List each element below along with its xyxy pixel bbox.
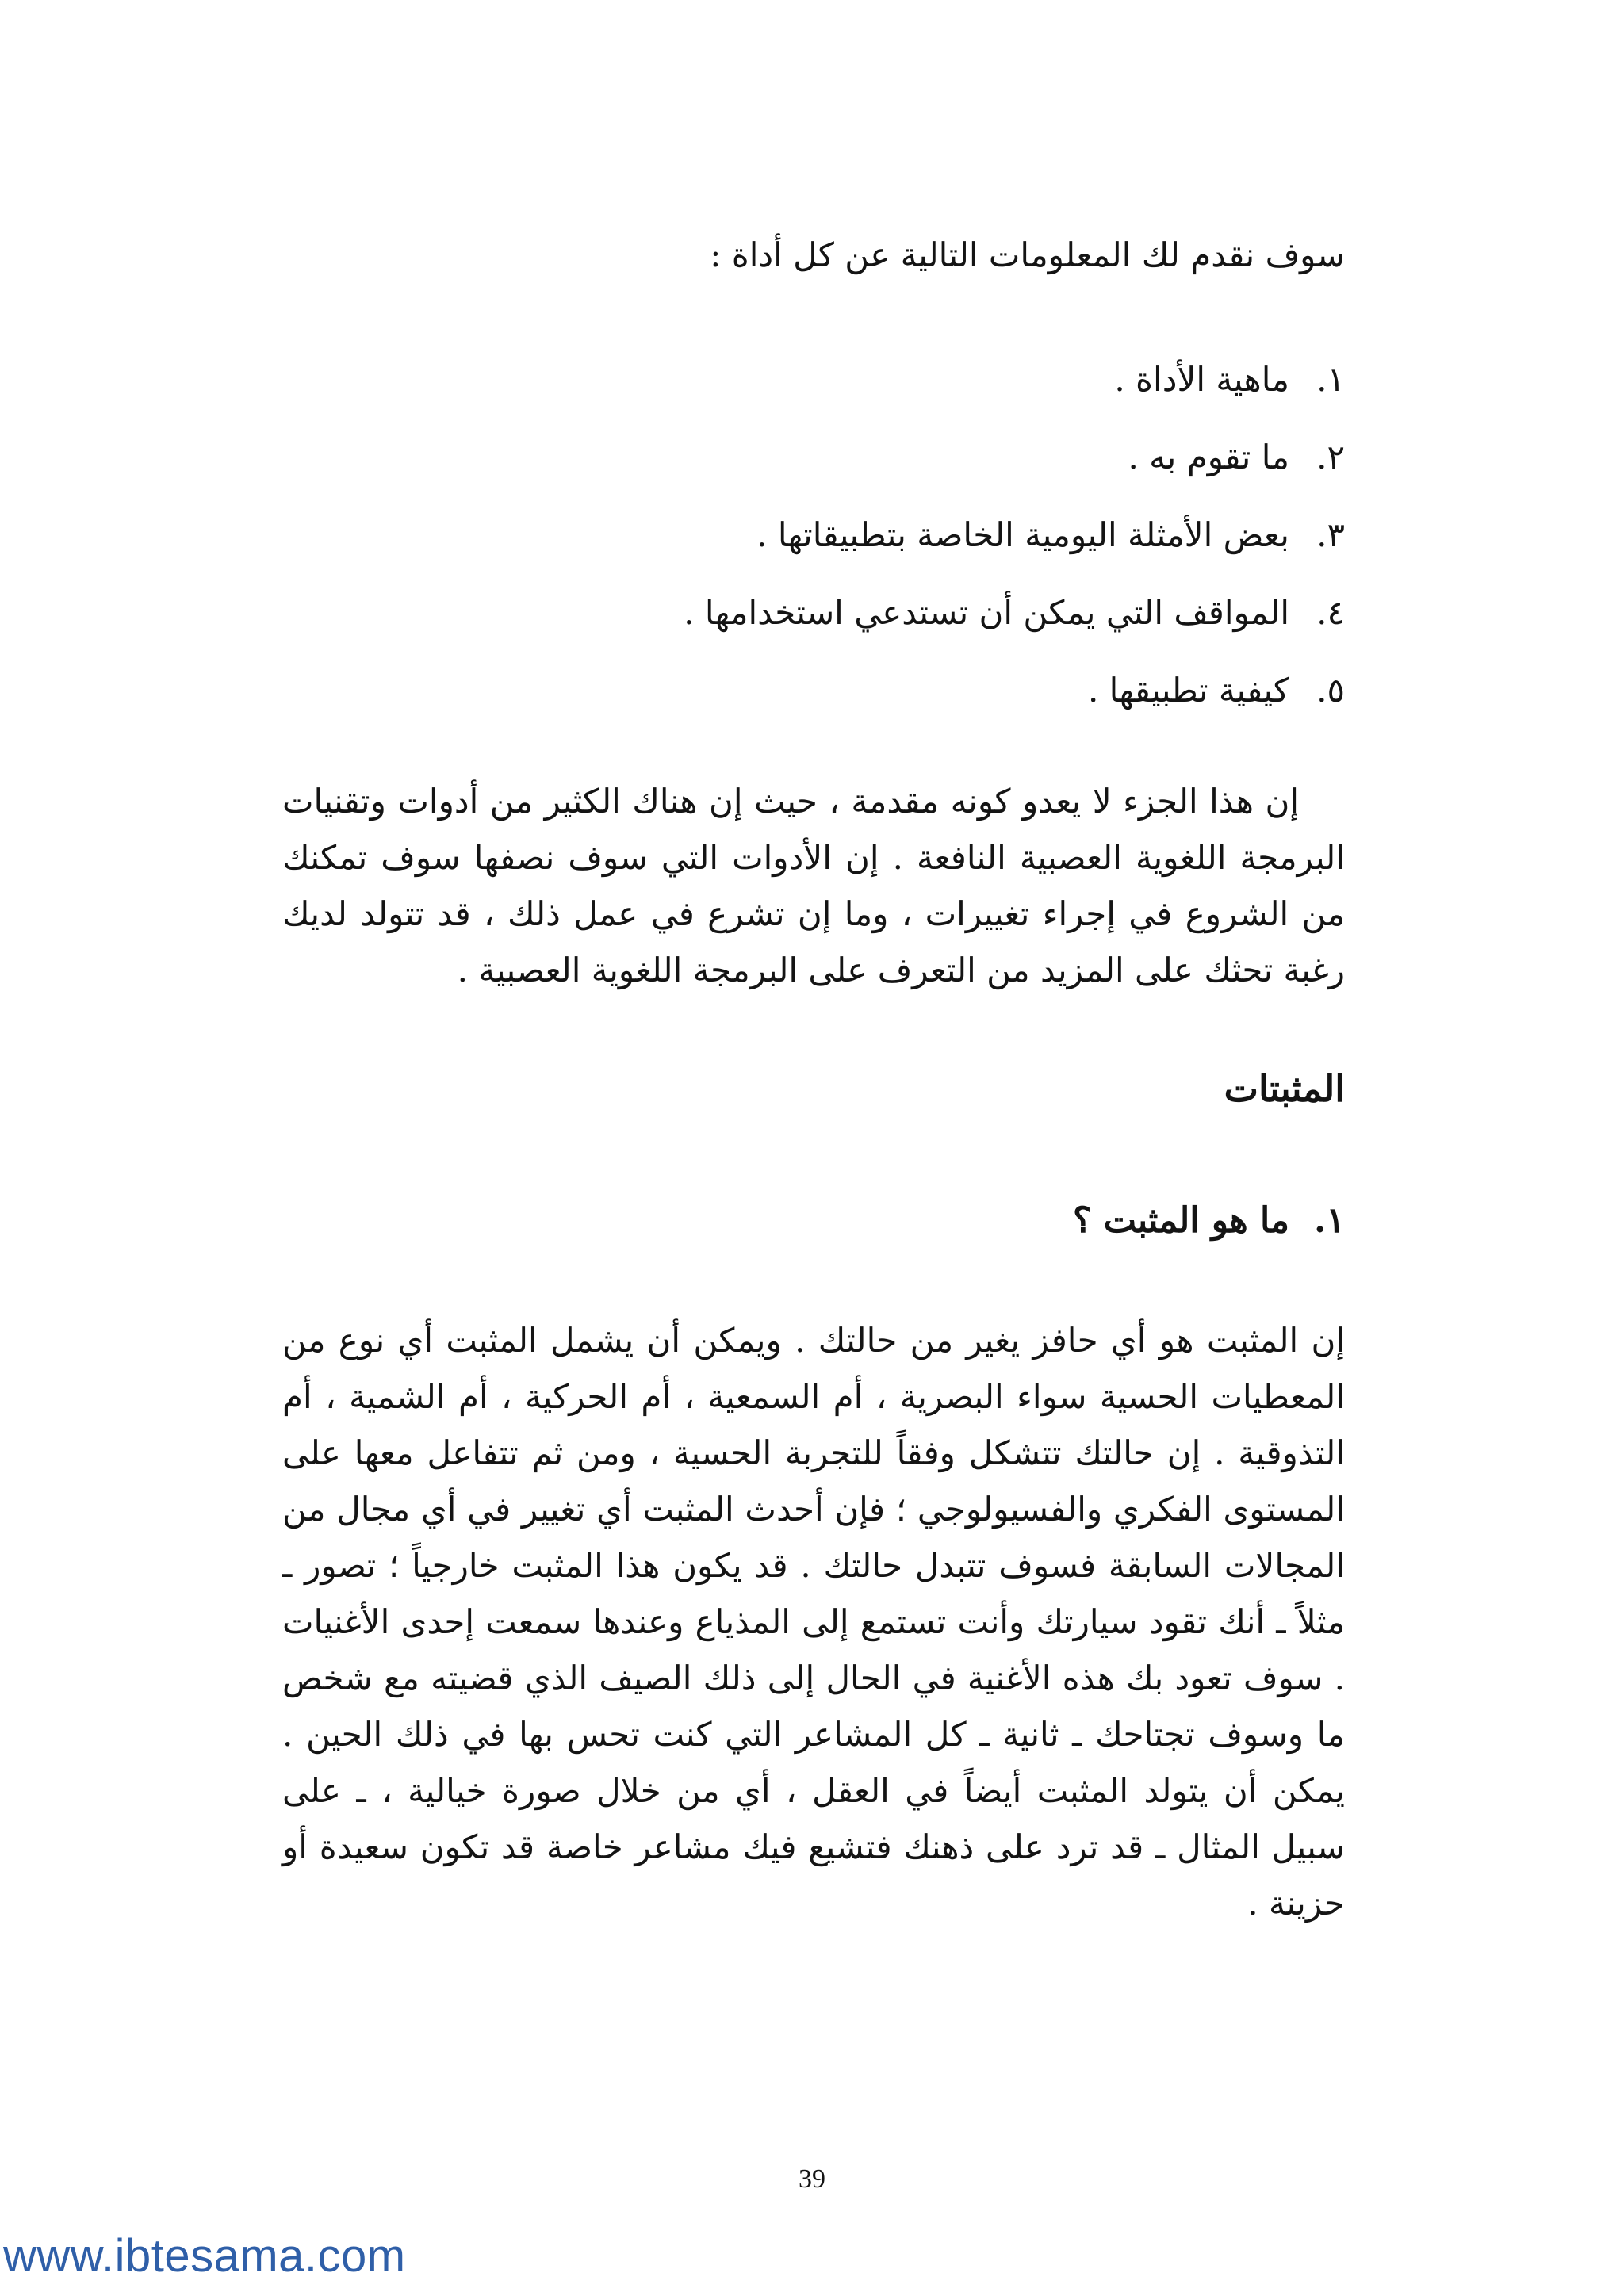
list-item-number: ٥. bbox=[1316, 671, 1345, 710]
list-item bbox=[282, 512, 1345, 590]
list-item-number: ١. bbox=[1316, 360, 1345, 399]
list-item bbox=[282, 434, 1345, 512]
list-item-text: المواقف التي يمكن أن تستدعي استخدامها . bbox=[684, 593, 1289, 632]
list-item-text: كيفية تطبيقها . bbox=[1087, 671, 1289, 710]
page-number: 39 bbox=[799, 2164, 825, 2194]
list-item-number: ٢. bbox=[1316, 438, 1345, 476]
info-list bbox=[282, 357, 1345, 745]
list-item bbox=[282, 357, 1345, 434]
subsection-heading bbox=[282, 1193, 1345, 1249]
list-item bbox=[282, 668, 1345, 745]
section-heading: المثبتات bbox=[1224, 1067, 1345, 1110]
list-item-number: ٤. bbox=[1316, 593, 1345, 632]
intro-paragraph: إن هذا الجزء لا يعدو كونه مقدمة ، حيث إن هناك الكثير من أدوات وتقنيات البرمجة اللغوية العصبية النافعة . إن الأدوات التي سوف نصفها سوف تمكنك من الشروع في إجراء تغييرات ، وما إن تشرع في عمل ذلك ، قد تتولد لديك رغبة تحثك على المزيد من التعرف على البرمجة اللغوية العصبية . bbox=[282, 782, 1345, 989]
list-item-text: ما تقوم به . bbox=[1128, 438, 1289, 476]
subsection-title: ما هو المثبت ؟ bbox=[1072, 1200, 1289, 1241]
list-item-text: بعض الأمثلة اليومية الخاصة بتطبيقاتها . bbox=[756, 515, 1289, 554]
list-item-number: ٣. bbox=[1316, 515, 1345, 554]
body-paragraph: إن المثبت هو أي حافز يغير من حالتك . ويمكن أن يشمل المثبت أي نوع من المعطيات الحسية سواء البصرية ، أم السمعية ، أم الحركية ، أم الشمية ، أم التذوقية . إن حالتك تتشكل وفقاً للتجربة الحسية ، ومن ثم تتفاعل معها على المستوى الفكري والفسيولوجي ؛ فإن أحدث المثبت أي تغيير في أي مجال من المجالات السابقة فسوف تتبدل حالتك . قد يكون هذا المثبت خارجياً ؛ تصور ـ مثلاً ـ أنك تقود سيارتك وأنت تستمع إلى المذياع وعندها سمعت إحدى الأغنيات . سوف تعود بك هذه الأغنية في الحال إلى ذلك الصيف الذي قضيته مع شخص ما وسوف تجتاحك ـ ثانية ـ كل المشاعر التي كنت تحس بها في ذلك الحين . يمكن أن يتولد المثبت أيضاً في العقل ، أي من خلال صورة خيالية ، ـ على سبيل المثال ـ قد ترد على ذهنك فتشيع فيك مشاعر خاصة قد تكون سعيدة أو حزينة . bbox=[282, 1321, 1345, 1923]
list-item-text: ماهية الأداة . bbox=[1114, 360, 1289, 399]
subsection-number: ١. bbox=[1314, 1200, 1345, 1241]
list-item bbox=[282, 590, 1345, 668]
intro-line: سوف نقدم لك المعلومات التالية عن كل أداة : bbox=[710, 235, 1345, 274]
watermark-url: www.ibtesama.com bbox=[3, 2230, 406, 2282]
